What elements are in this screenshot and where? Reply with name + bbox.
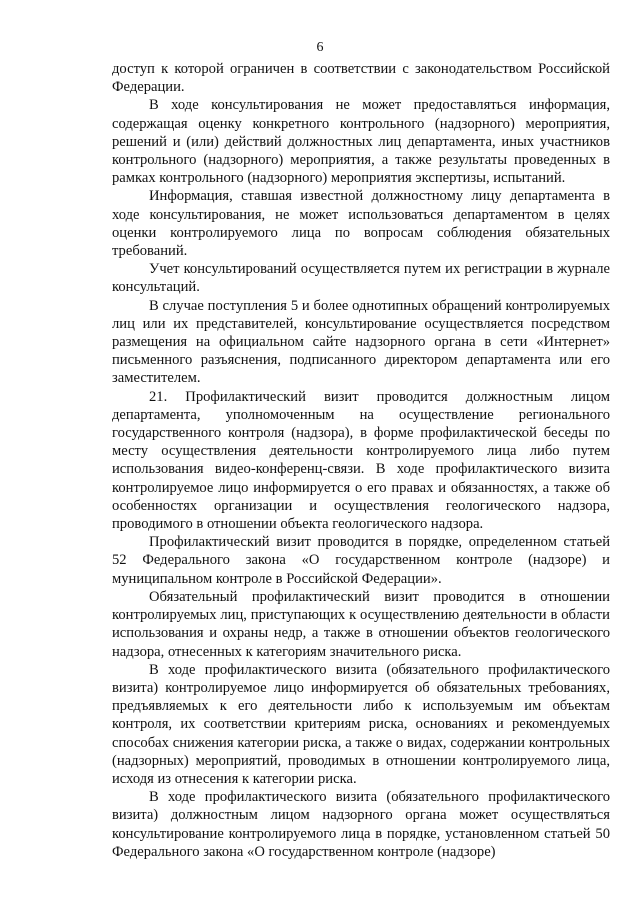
paragraph: Информация, ставшая известной должностному лицу департамента в ходе консультирования, не может использоваться департаментом в целях оценки контролируемого лица по вопросам соблюдения обязательных требований. [112, 188, 610, 260]
paragraph: Обязательный профилактический визит проводится в отношении контролируемых лиц, приступающих к осуществлению деятельности в области использования и охраны недр, а также в отношении объектов геологического надзора, отнесенных к категориям значительного риска. [112, 588, 610, 660]
document-body [112, 60, 610, 861]
paragraph: доступ к которой ограничен в соответствии с законодательством Российской Федерации. [112, 61, 610, 96]
paragraph: 21. Профилактический визит проводится должностным лицом департамента, уполномоченным на осуществление регионального государственного контроля (надзора), в форме профилактической беседы по месту осуществления деятельности контролируемого лица либо путем использования видео-конференц-связи. В ходе профилактического визита контролируемое лицо информируется о его правах и обязанностях, а также об особенностях организации и осуществления геологического надзора, проводимого в отношении объекта геологического надзора. [112, 388, 610, 533]
paragraph: В случае поступления 5 и более однотипных обращений контролируемых лиц или их представителей, консультирование осуществляется посредством размещения на официальном сайте надзорного органа в сети «Интернет» письменного разъяснения, подписанного директором департамента или его заместителем. [112, 297, 610, 387]
paragraph: Учет консультирований осуществляется путем их регистрации в журнале консультаций. [112, 261, 610, 296]
paragraph: В ходе профилактического визита (обязательного профилактического визита) контролируемое лицо информируется об обязательных требованиях, предъявляемых к его деятельности либо к используемым им объектам контроля, их соответствии критериям риска, основаниях и рекомендуемых способах снижения категории риска, а также о видах, содержании контрольных (надзорных) мероприятий, проводимых в отношении контролируемого лица, исходя из отнесения к категории риска. [112, 661, 610, 787]
paragraph: Профилактический визит проводится в порядке, определенном статьей 52 Федерального закона «О государственном контроле (надзоре) и муниципальном контроле в Российской Федерации». [112, 534, 610, 587]
paragraph: В ходе консультирования не может предоставляться информация, содержащая оценку конкретного контрольного (надзорного) мероприятия, решений и (или) действий должностных лиц департамента, иных участников контрольного (надзорного) мероприятия, а также результаты проведенных в рамках контрольного (надзорного) мероприятия экспертизы, испытаний. [112, 97, 610, 187]
paragraph: В ходе профилактического визита (обязательного профилактического визита) должностным лицом надзорного органа может осуществляться консультирование контролируемого лица в порядке, установленном статьей 50 Федерального закона «О государственном контроле (надзоре) [112, 789, 610, 860]
page-number: 6 [316, 40, 324, 55]
